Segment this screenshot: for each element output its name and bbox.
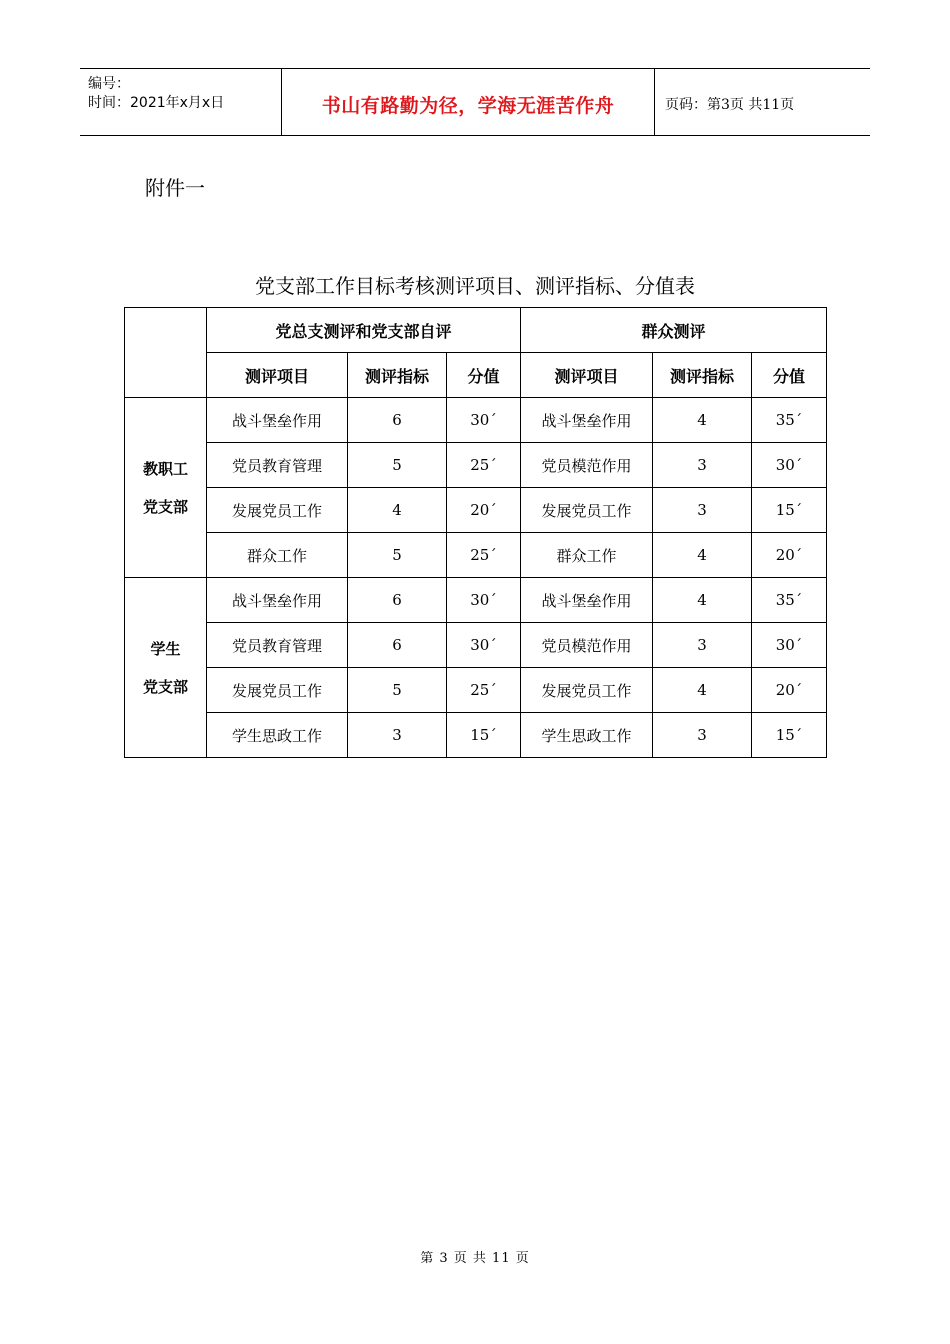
table-cell: 3 xyxy=(653,443,752,488)
table-cell: 25´ xyxy=(447,668,521,713)
attachment-label: 附件一 xyxy=(145,176,205,200)
table-cell: 5 xyxy=(348,668,447,713)
table-cell: 党员模范作用 xyxy=(521,623,653,668)
table-cell: 学生思政工作 xyxy=(521,713,653,758)
table-cell: 战斗堡垒作用 xyxy=(207,398,348,443)
section-name-line: 党支部 xyxy=(142,497,188,516)
table-cell: 4 xyxy=(653,398,752,443)
table-cell: 30´ xyxy=(447,578,521,623)
table-cell: 4 xyxy=(653,533,752,578)
table-cell: 战斗堡垒作用 xyxy=(521,578,653,623)
table-cell: 5 xyxy=(348,533,447,578)
table-cell: 15´ xyxy=(447,713,521,758)
table-cell: 6 xyxy=(348,623,447,668)
group-header-row xyxy=(125,308,827,353)
table-cell: 发展党员工作 xyxy=(521,668,653,713)
table-title: 党支部工作目标考核测评项目、测评指标、分值表 xyxy=(255,274,695,298)
table-cell: 15´ xyxy=(752,713,827,758)
table-cell: 25´ xyxy=(447,443,521,488)
table-cell: 4 xyxy=(653,668,752,713)
corner-cell xyxy=(125,308,207,398)
column-header: 测评项目 xyxy=(521,353,653,398)
table-cell: 发展党员工作 xyxy=(207,488,348,533)
page-footer: 第 3 页 共 11 页 xyxy=(420,1251,530,1266)
column-header-row xyxy=(125,353,827,398)
column-header: 分值 xyxy=(752,353,827,398)
table-cell: 党员教育管理 xyxy=(207,443,348,488)
table-cell: 35´ xyxy=(752,398,827,443)
table-cell: 4 xyxy=(348,488,447,533)
table-row xyxy=(125,578,827,623)
section-name-line: 学生 xyxy=(150,639,181,658)
table-row xyxy=(125,488,827,533)
table-cell: 20´ xyxy=(752,533,827,578)
table-cell: 4 xyxy=(653,578,752,623)
table-cell: 3 xyxy=(348,713,447,758)
table-cell: 学生思政工作 xyxy=(207,713,348,758)
section-label-staff xyxy=(125,398,207,578)
header-motto: 书山有路勤为径，学海无涯苦作舟 xyxy=(321,95,615,117)
table-cell: 30´ xyxy=(447,623,521,668)
table-cell: 群众工作 xyxy=(207,533,348,578)
table-cell: 战斗堡垒作用 xyxy=(521,398,653,443)
table-row xyxy=(125,443,827,488)
table-cell: 党员教育管理 xyxy=(207,623,348,668)
table-cell: 30´ xyxy=(447,398,521,443)
table-cell: 20´ xyxy=(752,668,827,713)
table-cell: 15´ xyxy=(752,488,827,533)
table-row xyxy=(125,533,827,578)
header-page-info: 页码：第3页 共11页 xyxy=(665,97,795,113)
table-cell: 30´ xyxy=(752,443,827,488)
table-cell: 30´ xyxy=(752,623,827,668)
table-cell: 6 xyxy=(348,578,447,623)
time-label: 时间：2021年x月x日 xyxy=(88,95,225,111)
table-cell: 35´ xyxy=(752,578,827,623)
column-header: 测评指标 xyxy=(653,353,752,398)
table-cell: 3 xyxy=(653,713,752,758)
table-cell: 3 xyxy=(653,488,752,533)
group-header-self: 党总支测评和党支部自评 xyxy=(207,308,521,353)
number-label: 编号： xyxy=(88,76,130,92)
table-cell: 3 xyxy=(653,623,752,668)
table-cell: 5 xyxy=(348,443,447,488)
table-cell: 20´ xyxy=(447,488,521,533)
table-row xyxy=(125,623,827,668)
table-row xyxy=(125,713,827,758)
evaluation-table xyxy=(124,307,827,758)
column-header: 测评项目 xyxy=(207,353,348,398)
table-cell: 6 xyxy=(348,398,447,443)
column-header: 分值 xyxy=(447,353,521,398)
column-header: 测评指标 xyxy=(348,353,447,398)
table-cell: 党员模范作用 xyxy=(521,443,653,488)
header-divider xyxy=(654,69,655,135)
table-cell: 发展党员工作 xyxy=(207,668,348,713)
table-cell: 25´ xyxy=(447,533,521,578)
section-name-line: 教职工 xyxy=(142,459,188,478)
page-header xyxy=(80,68,870,136)
header-meta xyxy=(88,75,224,113)
table-cell: 发展党员工作 xyxy=(521,488,653,533)
table-cell: 战斗堡垒作用 xyxy=(207,578,348,623)
table-cell: 群众工作 xyxy=(521,533,653,578)
section-label-student xyxy=(125,578,207,758)
table-row xyxy=(125,398,827,443)
section-name-line: 党支部 xyxy=(142,677,188,696)
table-row xyxy=(125,668,827,713)
group-header-mass: 群众测评 xyxy=(521,308,827,353)
